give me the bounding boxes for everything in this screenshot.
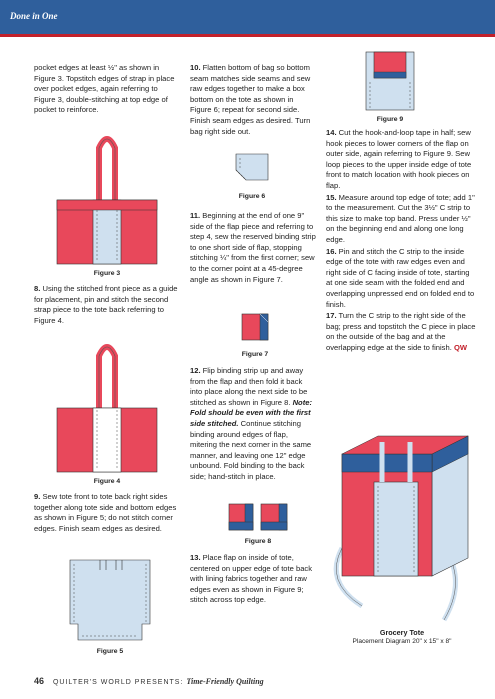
- step-16-number: 16.: [326, 246, 337, 256]
- step-10-paragraph: [190, 63, 316, 137]
- strap-left: [99, 139, 115, 200]
- figure-6-diagram: [232, 150, 272, 190]
- step-10-text: Flatten bottom of bag so bottom seam matches side seams and sew raw edges together to make a box bottom on the tote as shown in Figure 6; repeat for second side. Finish seam edges as desired. Turn bag right side out.: [190, 63, 311, 136]
- step-8-number: 8.: [34, 284, 41, 293]
- column-1-step-9: [34, 492, 180, 535]
- figure-5-diagram: [60, 558, 160, 644]
- figure-3-diagram: [53, 130, 161, 268]
- step-15-number: 15.: [326, 192, 337, 202]
- product-subtitle: Placement Diagram 20" x 15" x 8": [352, 638, 452, 645]
- step-16-paragraph: [326, 247, 476, 311]
- step-14-number: 14.: [326, 128, 337, 137]
- step-15-text: Measure around top edge of tote; add 1" to the measurement. Cut the 3½" C strip to this size to make top band. Press under ½" on the beginning end and along one long edge.: [326, 192, 475, 244]
- tote-top-band-front: [342, 454, 432, 472]
- step-13-number: 13.: [190, 553, 201, 562]
- column-2-step-13: [190, 553, 316, 607]
- figure-4-diagram: [53, 338, 161, 476]
- step-9-paragraph: [34, 492, 180, 534]
- step-14-text: Cut the hook-and-loop tape in half; sew hook pieces to lower corners of the flap on outer side, again referring to Figure 9. Sew loop pieces to the upper inside edge of tote front to match location with hook pieces on flap.: [326, 128, 472, 190]
- column-2-step-11: [190, 211, 316, 286]
- step-8-text: Using the stitched front piece as a guide for placement, pin and stitch the second strap piece to the tote back referring to Figure 4.: [34, 284, 178, 325]
- step-9-text: Sew tote front to tote back right sides together along tote side and bottom edges as shown in Figure 5; do not stitch corner edges. Finish seam edges as desired.: [34, 492, 177, 533]
- product-title: Grocery Tote: [379, 628, 425, 637]
- step-13-paragraph: [190, 553, 316, 606]
- step-14-paragraph: [326, 128, 476, 192]
- series-name: QUILTER'S WORLD PRESENTS:: [52, 679, 184, 686]
- column-1-intro: [34, 63, 180, 117]
- step-17-paragraph: [326, 311, 476, 353]
- step-12-text-b: Continue stitching binding around edges of flap, mitering the next corner in the same manner, and leaving one 12" edge unbound. Fold binding to the back side; hand-stitch in place.: [190, 418, 312, 481]
- step-12-number: 12.: [190, 366, 201, 375]
- page-number: 46: [34, 676, 45, 686]
- step-8-paragraph: [34, 284, 180, 326]
- step-17-text: Turn the C strip to the right side of the bag; press and topstitch the C piece in place on the outside of the bag and at the overlapping edge at the side to finish.: [326, 311, 476, 352]
- step-11-paragraph: [190, 211, 316, 285]
- grocery-tote-illustration: [322, 422, 482, 626]
- section-tag: Done in One: [10, 11, 58, 21]
- figure-9-caption: Figure 9: [376, 116, 404, 123]
- figure-5-caption: Figure 5: [96, 648, 124, 655]
- column-1-step-8: [34, 284, 180, 327]
- qw-end-mark: QW: [453, 342, 468, 352]
- figure-9-diagram: [362, 48, 418, 114]
- step-12-paragraph: [190, 366, 316, 483]
- figure-7-caption: Figure 7: [241, 351, 269, 358]
- tote-front-pocket: [374, 482, 418, 576]
- page-footer: [34, 676, 264, 686]
- step-12-text-a: Flip binding strip up and away from the flap and then fold it back into place along the next side to be stitched as shown in Figure 8.: [190, 366, 308, 407]
- column-2-step-12: [190, 366, 316, 484]
- figure-8-diagram: [225, 500, 291, 534]
- step-9-number: 9.: [34, 492, 41, 501]
- step-13-text: Place flap on inside of tote, centered on upper edge of tote back with lining fabrics together and raw edges even as shown in Figure 9; stitch across top edge.: [190, 553, 313, 605]
- step-17-number: 17.: [326, 311, 337, 321]
- step-11-text: Beginning at the end of one 9" side of the flap piece and referring to step 4, sew the reserved binding strip to one short side of flap, stopping stitching ¼" from the first corner; sew to the corner point at a 45-degree angle as shown in Figure 7.: [190, 211, 316, 284]
- step-15-paragraph: [326, 193, 476, 246]
- header-bar: [0, 0, 495, 37]
- tote-outline: [70, 560, 150, 640]
- step-11-number: 11.: [190, 211, 201, 220]
- figure-3-caption: Figure 3: [93, 270, 121, 277]
- step-16-text: Pin and stitch the C strip to the inside edge of the tote with raw edges even and right side of C facing inside of tote, starting at one side seam with the folded end and overlapping unpressed end on folded end to finish.: [326, 246, 475, 309]
- book-title: Time-Friendly Quilting: [186, 677, 264, 686]
- figure-7-diagram: [238, 310, 272, 344]
- column-3-steps: [326, 128, 476, 354]
- figure-4-caption: Figure 4: [93, 478, 121, 485]
- intro-paragraph: pocket edges at least ½" as shown in Figure 3. Topstitch edges of strap in place over pocket edges, again referring to Figure 3, double-stitching at top edge of pocket to reinforce.: [34, 63, 175, 115]
- step-10-number: 10.: [190, 63, 201, 72]
- figure-6-caption: Figure 6: [238, 193, 266, 200]
- step-12-note: Note: Fold should be even with the first side stitched.: [190, 397, 312, 428]
- figure-8-caption: Figure 8: [244, 538, 272, 545]
- top-band: [57, 200, 157, 210]
- column-2-step-10: [190, 63, 316, 138]
